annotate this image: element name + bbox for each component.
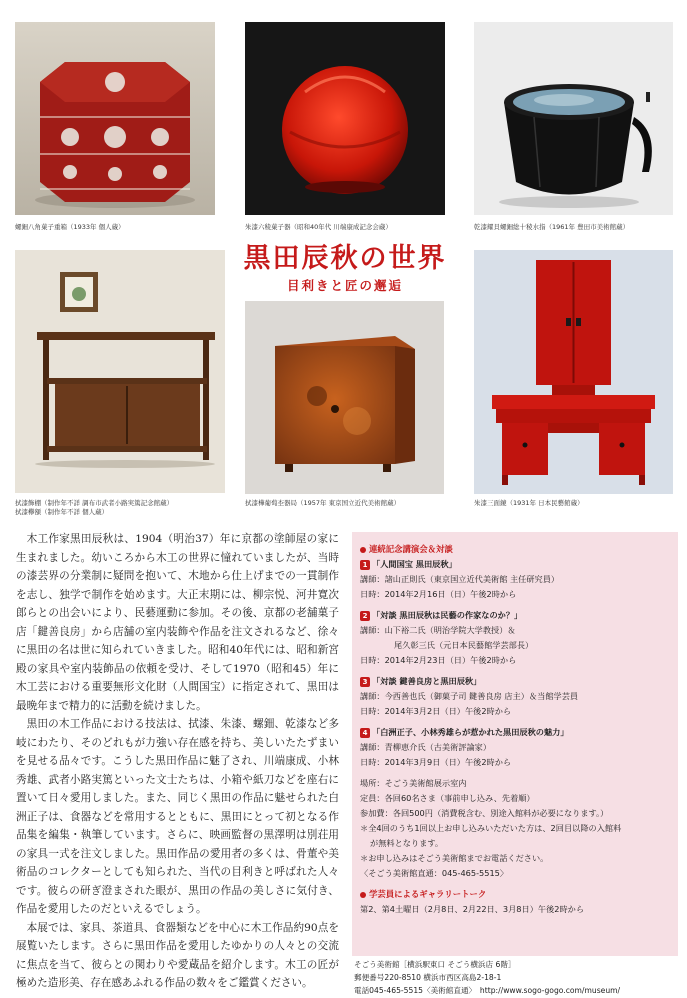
black-water-jar-icon [474, 22, 673, 215]
exhibition-title: 黒田辰秋の世界 [243, 243, 447, 274]
event-capacity: 定員：各回60名さま（事前申し込み、先着順） [360, 793, 535, 803]
exhibition-subtitle: 目利きと匠の邂逅 [286, 278, 403, 293]
event-3: 3 「対談 鍵善良房と黒田辰秋」 講師：今西善也氏（御菓子司 鍵善良房 店主）＆当館学芸員 日時：2014年3月2日（日）午後2時から [360, 676, 579, 716]
event-4: 4 「白洲正子、小林秀雄らが惹かれた黒田辰秋の魅力」 講師：青柳恵介氏（古美術評論家） 日時：2014年3月9日（日）午後2時から [360, 727, 569, 767]
photo-octagonal-box [15, 22, 215, 215]
event-fee: 参加費：各回500円（消費税含む、別途入館料が必要になります。） [360, 808, 609, 818]
event-note: が無料となります。 [370, 838, 444, 848]
red-mirror-stand-icon [474, 250, 673, 494]
article-body [16, 530, 339, 993]
photo-caption: 乾漆耀貝螺鈿総十稜水指（1961年 豊田市美術館蔵） [474, 223, 630, 231]
red-lacquer-bowl-icon [245, 22, 445, 215]
lecture-heading: 連続記念講演会＆対談 [360, 542, 672, 557]
footer-line: 電話045-465-5515〈美術館直通〉 http://www.sogo-gogo.com/museum/ [354, 986, 621, 995]
wooden-cabinet-icon [245, 301, 444, 494]
event-1: 1 「人間国宝 黒田辰秋」 講師：諸山正則氏（東京国立近代美術館 主任研究員） 日時：2014年2月16日（日）午後2時から [360, 559, 560, 599]
article-paragraph: 木工作家黒田辰秋は、1904（明治37）年に京都の塗師屋の家に生まれました。幼いころから木工の世界に憧れていましたが、当時の漆芸界の分業制に疑問を抱いて、木地から仕上げまでの一貫制作を志し、独学で制作を始めます。大正末期には、柳宗悦、河井寛次郎らとの出会いにより、民藝運動に参加。その後、京都の老舗菓子店「鍵善良房」から店舗の室内装飾や作品を注文されるなど、徐々に黒田の名は世に知られていきました。昭和40年代には、昭和新宮殿の家具や室内装飾品の依頼を受け、そして1970（昭和45）年に木工芸における重要無形文化財（人間国宝）に指定されて、黒田は最晩年まで精力的に活動を続けました。 [16, 533, 339, 712]
event-info-box [352, 532, 678, 956]
display-shelf-icon [15, 250, 225, 493]
exhibition-title-block [230, 243, 460, 294]
event-tel: 〈そごう美術館直通：045-465-5515〉 [360, 868, 509, 878]
photo-black-water-jar [474, 22, 673, 215]
photo-caption: 拭漆欅額（制作年不詳 個人蔵） [15, 508, 109, 516]
octagonal-box-icon [15, 22, 215, 215]
photo-caption: 螺鈿八角菓子重箱（1933年 個人蔵） [15, 223, 125, 231]
footer-line: 郵便番号220-8510 横浜市西区高島2-18-1 [354, 973, 502, 982]
photo-display-shelf [15, 250, 225, 493]
event-2: 2 「対談 黒田辰秋は民藝の作家なのか？」 講師：山下裕二氏（明治学院大学教授）＆ 尾久彰三氏（元日本民藝館学芸部長） 日時：2014年2月23日（日）午後2時から [360, 610, 534, 665]
event-note: ＊全4回のうち1回以上お申し込みいただいた方は、2回目以降の入館料 [360, 823, 622, 833]
article-paragraph: 本展では、家具、茶道具、食器類などを中心に木工作品約90点を展覧いたします。さらに黒田作品を愛用したゆかりの人々との交流に焦点を当て、彼らとの関わりや愛蔵品を紹介します。木工の匠が極めた造形美、存在感あふれる作品の数々をご鑑賞ください。 [16, 921, 339, 989]
photo-wooden-cabinet [245, 301, 444, 494]
photo-caption: 朱漆六稜菓子器（昭和40年代 川端康成記念会蔵） [245, 223, 392, 231]
text-run: 木工作家黒田辰秋 [26, 533, 114, 545]
museum-footer [354, 958, 684, 997]
event-place: 場所：そごう美術館展示室内 [360, 778, 467, 788]
photo-caption: 朱漆三面鏡（1931年 日本民藝館蔵） [474, 499, 584, 507]
bullet-icon [360, 892, 366, 898]
photo-red-mirror-stand [474, 250, 673, 494]
footer-line: そごう美術館［横浜駅東口 そごう横浜店 6階］ [354, 960, 516, 969]
photo-red-lacquer-bowl [245, 22, 445, 215]
event-note: ＊お申し込みはそごう美術館までお電話ください。 [360, 853, 549, 863]
gallery-talk-text: 第2、第4土曜日（2月8日、2月22日、3月8日）午後2時から [360, 904, 585, 914]
gallery-talk-heading: 学芸員によるギャラリートーク [360, 887, 672, 902]
photo-caption: 拭漆飾棚（制作年不詳 調布市武者小路実篤記念館蔵） [15, 499, 174, 507]
bullet-icon [360, 547, 366, 553]
photo-caption: 拭漆樺葡萄杢器局（1957年 東京国立近代美術館蔵） [245, 499, 401, 507]
article-paragraph: 黒田の木工作品における技法は、拭漆、朱漆、螺鈿、乾漆など多岐にわたり、そのどれもが力強い存在感を持ち、美しいたたずまいを見せる品々です。こうした黒田作品に魅了され、川端康成、小林秀雄、武者小路実篤といった文士たちは、小箱や紙刀などを座右に置いて日々愛用しました。また、同じく黒田の作品に魅せられた白洲正子は、食器などを常用するとともに、黒田にとって初となる作品集を編集・執筆しています。さらに、映画監督の黒澤明は別荘用の家具一式を注文しました。黒田作品の愛用者の多くは、骨董や美術品のコレクターとしても知られた、当代の目利きと呼ばれた人々です。彼らの研ぎ澄まされた眼が、黒田の作品の美しさに気付き、作品を愛用したのだといえるでしょう。 [16, 718, 339, 915]
